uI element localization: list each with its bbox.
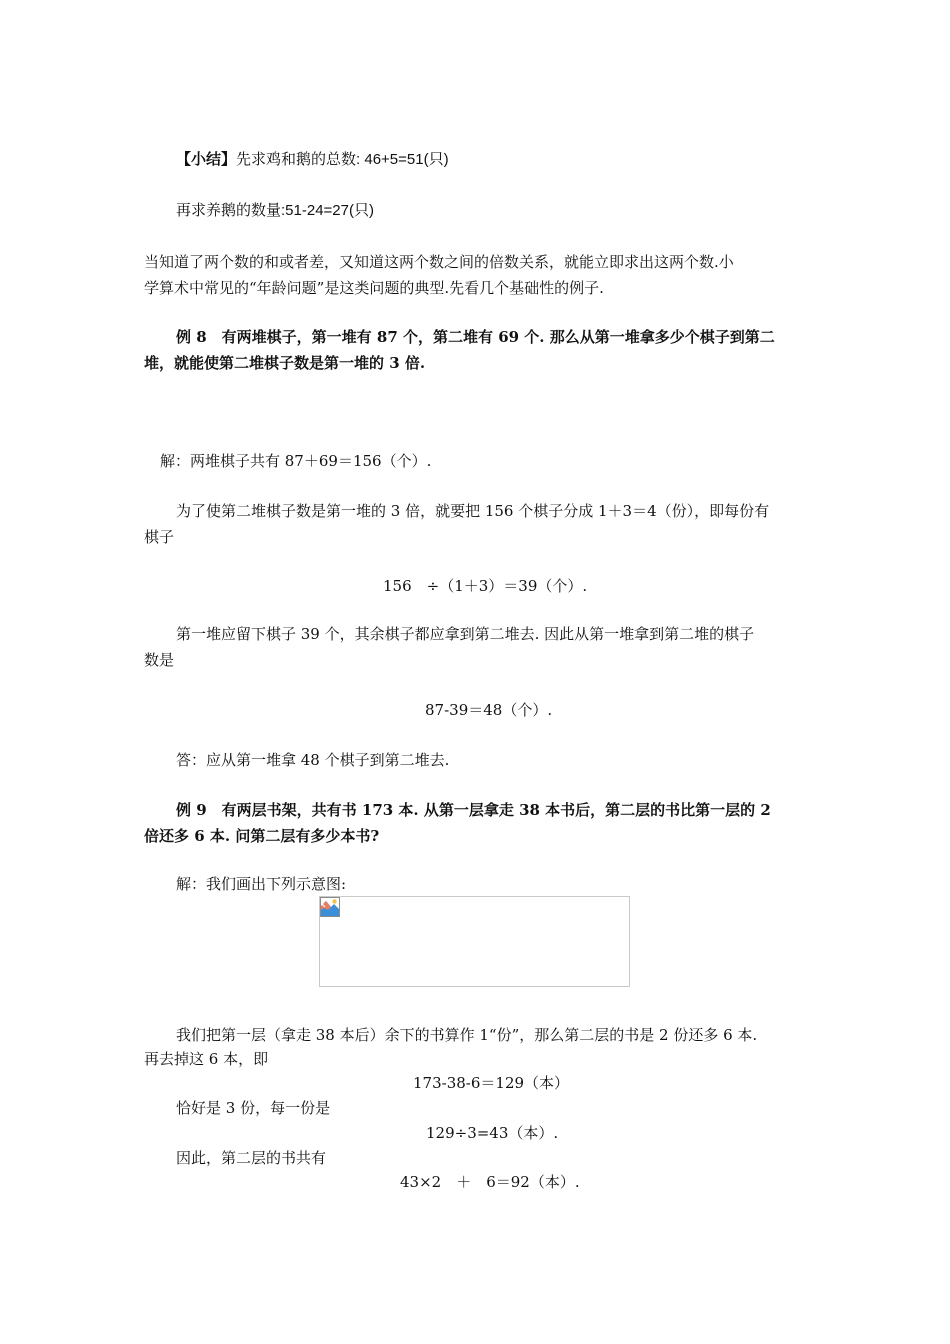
summary-line-1: [176, 150, 449, 170]
example9-para-1-line-2: 再去掉这 6 本，即: [144, 1050, 269, 1068]
broken-image-icon: [320, 897, 340, 917]
diagram-image: [319, 896, 630, 987]
intro-line-2: 学算术中常见的“年龄问题”是这类问题的典型.先看几个基础性的例子.: [144, 279, 604, 297]
example9-para-1-line-1: 我们把第一层（拿走 38 本后）余下的书算作 1“份”，那么第二层的书是 2 份还多 6 本.: [176, 1026, 758, 1044]
intro-line-1: 当知道了两个数的和或者差，又知道这两个数之间的倍数关系，就能立即求出这两个数.小: [144, 253, 734, 271]
example8-answer: 答：应从第一堆拿 48 个棋子到第二堆去.: [176, 751, 450, 769]
example8-solution-2-line-2: 棋子: [144, 528, 175, 546]
summary-text-1: 先求鸡和鹅的总数: 46+5=51(只): [236, 151, 449, 168]
example9-para-3: 因此，第二层的书共有: [176, 1149, 327, 1167]
example8-equation-2: 87-39＝48（个）.: [425, 701, 553, 719]
example8-solution-3-line-1: 第一堆应留下棋子 39 个，其余棋子都应拿到第二堆去. 因此从第一堆拿到第二堆的棋子: [176, 625, 755, 643]
example8-title-line-1: 例 8 有两堆棋子，第一堆有 87 个，第二堆有 69 个. 那么从第一堆拿多少个棋子到第二: [176, 328, 775, 346]
summary-label: 【小结】: [176, 151, 237, 168]
example8-solution-1: 解：两堆棋子共有 87＋69＝156（个）.: [160, 452, 432, 470]
example8-equation-1: 156 ÷（1＋3）＝39（个）.: [383, 577, 588, 595]
example9-title-line-2: 倍还多 6 本. 问第二层有多少本书?: [144, 827, 380, 845]
example8-solution-2-line-1: 为了使第二堆棋子数是第一堆的 3 倍，就要把 156 个棋子分成 1＋3＝4（份），即每份有: [176, 502, 770, 520]
example9-para-2: 恰好是 3 份，每一份是: [176, 1099, 331, 1117]
example9-title-line-1: 例 9 有两层书架，共有书 173 本. 从第一层拿走 38 本书后，第二层的书比第一层的 2: [176, 801, 771, 819]
example9-solution-1: 解：我们画出下列示意图:: [176, 875, 347, 893]
example9-equation-2: 129÷3=43（本）.: [426, 1124, 559, 1142]
example8-solution-3-line-2: 数是: [144, 651, 175, 669]
summary-line-2: 再求养鹅的数量:51-24=27(只): [176, 202, 374, 219]
example9-equation-3: 43×2 ＋ 6＝92（本）.: [400, 1173, 580, 1191]
example9-equation-1: 173-38-6＝129（本）: [413, 1074, 570, 1092]
example8-title-line-2: 堆，就能使第二堆棋子数是第一堆的 3 倍.: [144, 354, 426, 372]
